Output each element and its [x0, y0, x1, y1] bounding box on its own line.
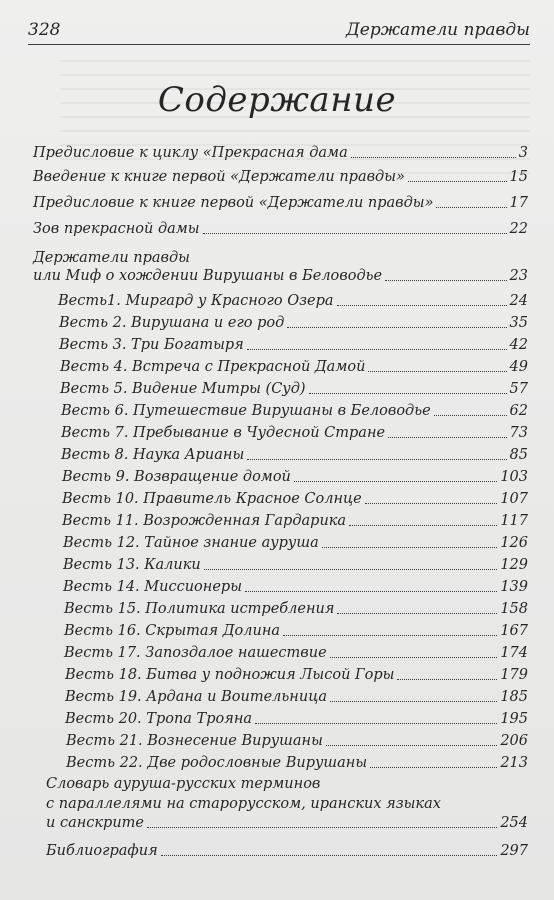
- toc-entry: [33, 193, 528, 213]
- dot-leader: [349, 525, 497, 526]
- toc-entry: [59, 313, 528, 333]
- toc-entry: [33, 266, 528, 286]
- toc-entry: [64, 643, 528, 663]
- toc-entry-title: Весть 22. Две родословные Вирушаны: [66, 755, 368, 771]
- toc-entry-title: Весть 12. Тайное знание аурушa: [63, 535, 319, 551]
- toc-entry-title: Весть 21. Вознесение Вирушаны: [66, 733, 323, 749]
- toc-entry-title: Предисловие к циклу «Прекрасная дама: [33, 145, 348, 161]
- toc-entry: [61, 445, 528, 465]
- toc-entry-title: Весть 14. Миссионеры: [63, 579, 242, 595]
- page-number: 328: [28, 20, 61, 40]
- toc-entry: [59, 335, 528, 355]
- dot-leader: [370, 767, 497, 768]
- dot-leader: [294, 481, 497, 482]
- dot-leader: [245, 591, 497, 592]
- dot-leader: [368, 371, 506, 372]
- dot-leader: [330, 701, 497, 702]
- toc-entry-page: 103: [500, 469, 528, 485]
- dot-leader: [326, 745, 497, 746]
- dot-leader: [247, 459, 506, 460]
- dot-leader: [330, 657, 498, 658]
- toc-entry: [61, 423, 528, 443]
- toc-entry-title: Весть 16. Скрытая Долина: [64, 623, 281, 639]
- running-title: Держатели правды: [345, 20, 530, 40]
- toc-entry-title: Весть 20. Тропа Трояна: [65, 711, 253, 727]
- dot-leader: [204, 569, 498, 570]
- toc-entry: [62, 489, 528, 509]
- dot-leader: [147, 827, 497, 828]
- toc-entry: [63, 555, 528, 575]
- toc-entry: [60, 357, 528, 377]
- toc-title: Содержание: [157, 80, 397, 120]
- toc-entry-title: Предисловие к книге первой «Держатели правды»: [33, 195, 434, 211]
- toc-entry-title: Весть 2. Вирушана и его род: [59, 315, 285, 331]
- toc-entry-title: Весть1. Миргард у Красного Озера: [58, 293, 334, 309]
- toc-entry: [33, 219, 528, 239]
- toc-entry: [65, 709, 528, 729]
- toc-entry: [66, 731, 528, 751]
- toc-entry-page: 297: [500, 843, 528, 859]
- toc-entry-page: 57: [509, 381, 528, 397]
- toc-entry: [46, 813, 528, 833]
- toc-entry-page: 17: [509, 195, 528, 211]
- toc-entry-title: Зов прекрасной дамы: [33, 221, 200, 237]
- toc-entry-title: и санскрите: [46, 815, 144, 831]
- dot-leader: [436, 207, 506, 208]
- toc-entry: [65, 665, 528, 685]
- toc-entry-title: Весть 9. Возвращение домой: [62, 469, 291, 485]
- toc-entry-title: или Миф о хождении Вирушаны в Беловодье: [33, 268, 383, 284]
- toc-entry-page: 62: [509, 403, 528, 419]
- dot-leader: [247, 349, 507, 350]
- toc-entry-page: 185: [500, 689, 528, 705]
- toc-entry: [33, 167, 528, 187]
- dot-leader: [255, 723, 497, 724]
- toc-entry-title: Весть 4. Встреча с Прекрасной Дамой: [60, 359, 366, 375]
- toc-entry-page: 23: [509, 268, 528, 284]
- dot-leader: [397, 679, 497, 680]
- dot-leader: [365, 503, 498, 504]
- dot-leader: [337, 305, 507, 306]
- dot-leader: [408, 181, 507, 182]
- dot-leader: [434, 415, 507, 416]
- toc-entry-title: Весть 13. Калики: [63, 557, 201, 573]
- dot-leader: [283, 635, 497, 636]
- toc-entry: [58, 291, 528, 311]
- toc-entry-page: 24: [509, 293, 528, 309]
- toc-entry-page: 206: [500, 733, 528, 749]
- dot-leader: [309, 393, 507, 394]
- toc-entry-page: 117: [500, 513, 528, 529]
- toc-entry-title: Весть 10. Правитель Красное Солнце: [62, 491, 362, 507]
- toc-entry-title: Весть 6. Путешествие Вирушаны в Беловодье: [61, 403, 431, 419]
- toc-entry-page: 213: [500, 755, 528, 771]
- toc-entry: [63, 577, 528, 597]
- toc-entry-title: Весть 7. Пребывание в Чудесной Стране: [61, 425, 386, 441]
- toc-entry: [64, 599, 528, 619]
- toc-entry-page: 15: [509, 169, 528, 185]
- dot-leader: [203, 233, 507, 234]
- toc-entry: [33, 143, 528, 163]
- toc-entry-page: 49: [509, 359, 528, 375]
- toc-entry-page: 85: [509, 447, 528, 463]
- toc-entry-title: Весть 17. Запоздалое нашествие: [64, 645, 327, 661]
- toc-entry-page: 42: [509, 337, 528, 353]
- toc-entry-page: 107: [500, 491, 528, 507]
- toc-entry-page: 35: [509, 315, 528, 331]
- toc-entry-title: Весть 19. Ардана и Воительница: [65, 689, 327, 705]
- toc-entry-title: Библиография: [46, 843, 158, 859]
- toc-entry-title: Весть 11. Возрожденная Гардарика: [62, 513, 347, 529]
- toc-entry-page: 139: [500, 579, 528, 595]
- toc-entry-page: 73: [509, 425, 528, 441]
- toc-entry: [62, 467, 528, 487]
- toc-entry-title: Весть 8. Наука Арианы: [61, 447, 245, 463]
- toc-entry: [60, 379, 528, 399]
- dot-leader: [287, 327, 506, 328]
- toc-entry-title: Весть 15. Политика истребления: [64, 601, 335, 617]
- toc-entry-title: Весть 3. Три Богатыря: [59, 337, 244, 353]
- toc-entry-page: 126: [500, 535, 528, 551]
- toc-entry: [66, 753, 528, 773]
- dot-leader: [337, 613, 497, 614]
- toc-entry: [65, 687, 528, 707]
- dot-leader: [385, 280, 506, 281]
- toc-entry: [64, 621, 528, 641]
- toc-entry-title-line: Словарь аурушa-русских терминов: [46, 776, 321, 792]
- toc-entry-title-line: с параллелями на старорусском, иранских языках: [46, 796, 441, 812]
- toc-entry-title-line: Держатели правды: [33, 250, 190, 266]
- dot-leader: [351, 157, 516, 158]
- toc-entry-title: Весть 18. Битва у подножия Лысой Горы: [65, 667, 395, 683]
- toc-entry-page: 158: [500, 601, 528, 617]
- toc-entry-page: 254: [500, 815, 528, 831]
- toc-entry-page: 167: [500, 623, 528, 639]
- toc-entry: [62, 511, 528, 531]
- dot-leader: [388, 437, 506, 438]
- toc-entry-page: 3: [518, 145, 528, 161]
- toc-entry: [46, 841, 528, 861]
- toc-entry: [61, 401, 528, 421]
- toc-entry-page: 195: [500, 711, 528, 727]
- toc-entry-page: 174: [500, 645, 528, 661]
- dot-leader: [161, 855, 498, 856]
- toc-entry-page: 22: [509, 221, 528, 237]
- toc-entry-page: 179: [500, 667, 528, 683]
- toc-entry-page: 129: [500, 557, 528, 573]
- dot-leader: [322, 547, 498, 548]
- toc-entry-title: Введение к книге первой «Держатели правды»: [33, 169, 405, 185]
- toc-entry-title: Весть 5. Видение Митры (Суд): [60, 381, 306, 397]
- toc-entry: [63, 533, 528, 553]
